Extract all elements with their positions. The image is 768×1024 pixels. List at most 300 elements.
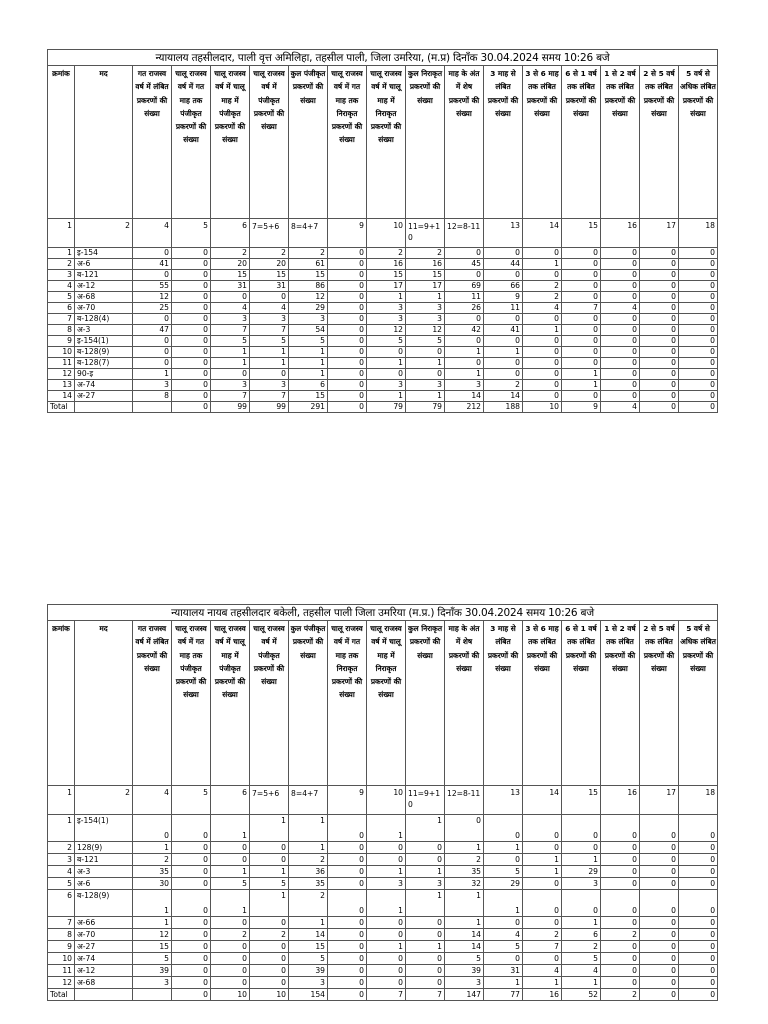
table-cell: 0 — [445, 314, 484, 325]
table-cell: 0 — [133, 358, 172, 369]
table-cell: 0 — [328, 281, 367, 292]
table-cell: 2 — [250, 248, 289, 259]
column-header: गत राजस्व वर्ष में लंबित प्रकरणों की संख्या — [133, 621, 172, 786]
item-code: ब-128(4) — [75, 314, 133, 325]
column-header: चालू राजस्व वर्ष में चालू माह में पंजीकृत प्रकरणों की संख्या — [211, 66, 250, 219]
item-code: अ-68 — [75, 292, 133, 303]
table-cell: 1 — [406, 890, 445, 917]
table-cell: 0 — [679, 842, 718, 854]
table-cell: 0 — [445, 248, 484, 259]
table-cell: 0 — [523, 953, 562, 965]
table-cell: 5 — [133, 953, 172, 965]
total-cell: 7 — [367, 989, 406, 1001]
table-cell: 12 — [48, 977, 75, 989]
table-cell: 3 — [133, 977, 172, 989]
table-cell: 0 — [172, 890, 211, 917]
table-cell: 0 — [679, 815, 718, 842]
table-cell: 10 — [48, 953, 75, 965]
total-cell: 16 — [523, 989, 562, 1001]
item-code: अ-12 — [75, 281, 133, 292]
table-cell: 0 — [406, 854, 445, 866]
table-cell: 0 — [406, 953, 445, 965]
table-cell: 0 — [250, 854, 289, 866]
table-cell: 0 — [172, 842, 211, 854]
table-cell: 0 — [523, 248, 562, 259]
table-cell: 0 — [601, 325, 640, 336]
total-cell: 0 — [640, 989, 679, 1001]
column-header: 6 से 1 वर्ष तक लंबित प्रकरणों की संख्या — [562, 621, 601, 786]
table-cell: 0 — [172, 815, 211, 842]
column-header: क्रमांक — [48, 66, 75, 219]
column-header: चालू राजस्व वर्ष में गत माह तक पंजीकृत प्रकरणों की संख्या — [172, 66, 211, 219]
table-cell: 0 — [640, 358, 679, 369]
table-cell: 0 — [172, 369, 211, 380]
table-cell: 1 — [48, 815, 75, 842]
table-cell: 0 — [601, 259, 640, 270]
column-header: 1 से 2 वर्ष तक लंबित प्रकरणों की संख्या — [601, 621, 640, 786]
table-cell: 0 — [640, 854, 679, 866]
total-row — [48, 989, 718, 1001]
table-cell: 0 — [523, 347, 562, 358]
column-number: 2 — [75, 786, 133, 815]
table-row — [48, 325, 718, 336]
table-cell: 1 — [133, 917, 172, 929]
table-cell: 4 — [48, 281, 75, 292]
table-cell: 2 — [48, 842, 75, 854]
table-cell: 14 — [445, 929, 484, 941]
table-cell: 0 — [601, 842, 640, 854]
table-cell: 0 — [562, 358, 601, 369]
table-row — [48, 890, 718, 917]
column-header: 5 वर्ष से अधिक लंबित प्रकरणों की संख्या — [679, 621, 718, 786]
table-cell: 0 — [679, 347, 718, 358]
table-cell: 0 — [328, 358, 367, 369]
table-cell: 1 — [445, 890, 484, 917]
table-cell: 1 — [367, 866, 406, 878]
table-cell: 0 — [328, 815, 367, 842]
column-number: 1 — [48, 219, 75, 248]
table-cell: 0 — [172, 358, 211, 369]
table-cell: 0 — [640, 347, 679, 358]
table-cell: 14 — [445, 391, 484, 402]
table-cell: 12 — [289, 292, 328, 303]
table-cell: 1 — [523, 259, 562, 270]
table-row — [48, 917, 718, 929]
table-cell: 45 — [445, 259, 484, 270]
table-cell: 0 — [601, 391, 640, 402]
table-row — [48, 369, 718, 380]
table-cell: 0 — [640, 248, 679, 259]
table-row — [48, 878, 718, 890]
column-header: 5 वर्ष से अधिक लंबित प्रकरणों की संख्या — [679, 66, 718, 219]
item-code: अ-74 — [75, 380, 133, 391]
table-cell: 0 — [601, 941, 640, 953]
total-cell: 7 — [406, 989, 445, 1001]
table-cell: 4 — [48, 866, 75, 878]
total-cell: 52 — [562, 989, 601, 1001]
total-cell: 9 — [562, 402, 601, 413]
table-cell: 1 — [484, 890, 523, 917]
table-cell: 3 — [562, 878, 601, 890]
table-row — [48, 303, 718, 314]
table-cell: 0 — [679, 325, 718, 336]
table-cell: 14 — [289, 929, 328, 941]
column-header: 3 से 6 माह तक लंबित प्रकरणों की संख्या — [523, 66, 562, 219]
table-cell: 5 — [250, 336, 289, 347]
table-cell: 9 — [48, 336, 75, 347]
table-cell: 0 — [601, 878, 640, 890]
table-cell: 1 — [289, 358, 328, 369]
table-cell: 2 — [523, 929, 562, 941]
table-cell: 3 — [406, 380, 445, 391]
table-cell: 15 — [289, 270, 328, 281]
column-header: चालू राजस्व वर्ष में पंजीकृत प्रकरणों की संख्या — [250, 621, 289, 786]
item-code: अ-3 — [75, 325, 133, 336]
table-cell: 17 — [367, 281, 406, 292]
table-cell: 0 — [250, 977, 289, 989]
table-cell: 0 — [367, 347, 406, 358]
table-cell: 7 — [523, 941, 562, 953]
table-cell: 1 — [523, 325, 562, 336]
table-cell: 0 — [679, 380, 718, 391]
table-cell: 1 — [289, 347, 328, 358]
table-cell: 0 — [328, 347, 367, 358]
table-cell: 3 — [367, 314, 406, 325]
table-cell: 0 — [523, 270, 562, 281]
table-cell: 29 — [484, 878, 523, 890]
table-cell: 5 — [367, 336, 406, 347]
table-cell: 0 — [328, 380, 367, 391]
table-cell: 0 — [640, 259, 679, 270]
column-header: चालू राजस्व वर्ष में चालू माह में निराकृत प्रकरणों की संख्या — [367, 66, 406, 219]
table-cell: 31 — [484, 965, 523, 977]
table-cell: 0 — [640, 842, 679, 854]
table-cell: 55 — [133, 281, 172, 292]
total-cell: 147 — [445, 989, 484, 1001]
table-cell: 6 — [289, 380, 328, 391]
total-cell: 77 — [484, 989, 523, 1001]
table-cell: 1 — [133, 842, 172, 854]
column-number: 12=8-11 — [445, 786, 484, 815]
table-cell: 0 — [328, 369, 367, 380]
table-cell: 0 — [367, 953, 406, 965]
table-cell: 3 — [367, 303, 406, 314]
table-cell: 4 — [250, 303, 289, 314]
column-number: 7=5+6 — [250, 219, 289, 248]
table-cell: 35 — [133, 866, 172, 878]
table-cell: 0 — [250, 917, 289, 929]
table-cell: 29 — [289, 303, 328, 314]
table-cell: 7 — [250, 391, 289, 402]
table-cell: 0 — [601, 248, 640, 259]
table-cell: 0 — [679, 314, 718, 325]
table-cell: 1 — [211, 890, 250, 917]
total-cell: 0 — [328, 989, 367, 1001]
table-cell: 0 — [172, 347, 211, 358]
item-code: अ-6 — [75, 259, 133, 270]
table-cell: 12 — [48, 369, 75, 380]
total-cell: 0 — [328, 402, 367, 413]
table-cell: 0 — [484, 248, 523, 259]
table-cell: 3 — [406, 314, 445, 325]
column-number: 17 — [640, 219, 679, 248]
table-cell: 0 — [406, 977, 445, 989]
table-cell: 0 — [172, 336, 211, 347]
table-cell: 0 — [133, 314, 172, 325]
table-cell: 0 — [679, 917, 718, 929]
table-cell: 0 — [484, 953, 523, 965]
table-cell: 4 — [562, 965, 601, 977]
table-cell: 0 — [640, 325, 679, 336]
table-cell: 2 — [523, 281, 562, 292]
table-cell: 0 — [640, 977, 679, 989]
table-cell: 5 — [484, 941, 523, 953]
column-header: 1 से 2 वर्ष तक लंबित प्रकरणों की संख्या — [601, 66, 640, 219]
table-cell: 0 — [211, 977, 250, 989]
table-cell: 0 — [640, 878, 679, 890]
table-cell: 0 — [328, 965, 367, 977]
table-cell: 7 — [211, 325, 250, 336]
table-cell: 0 — [523, 314, 562, 325]
table-cell: 6 — [562, 929, 601, 941]
item-code: इ-154(1) — [75, 815, 133, 842]
item-code: ब-121 — [75, 270, 133, 281]
table-cell: 0 — [562, 890, 601, 917]
table-cell: 0 — [562, 391, 601, 402]
table-cell: 26 — [445, 303, 484, 314]
item-code: 90-इ — [75, 369, 133, 380]
table-cell: 1 — [406, 941, 445, 953]
table-cell: 0 — [328, 842, 367, 854]
register-table-amiliha — [47, 49, 718, 413]
total-label: Total — [48, 989, 75, 1001]
table-cell: 7 — [250, 325, 289, 336]
table-cell: 2 — [406, 248, 445, 259]
column-header: 6 से 1 वर्ष तक लंबित प्रकरणों की संख्या — [562, 66, 601, 219]
table-cell: 0 — [250, 842, 289, 854]
table-cell: 0 — [328, 878, 367, 890]
table-cell: 11 — [484, 303, 523, 314]
column-number: 15 — [562, 786, 601, 815]
table-cell: 0 — [679, 369, 718, 380]
table-cell: 0 — [679, 248, 718, 259]
table-cell: 0 — [601, 917, 640, 929]
table-cell: 0 — [601, 977, 640, 989]
item-code: ब-121 — [75, 854, 133, 866]
table-cell: 0 — [523, 815, 562, 842]
table-cell: 0 — [679, 977, 718, 989]
table-cell: 0 — [679, 303, 718, 314]
total-cell: 10 — [250, 989, 289, 1001]
table-cell: 1 — [250, 358, 289, 369]
table-cell: 0 — [172, 391, 211, 402]
table-cell: 42 — [445, 325, 484, 336]
item-code: अ-70 — [75, 303, 133, 314]
table-cell: 11 — [48, 965, 75, 977]
table-cell: 35 — [445, 866, 484, 878]
item-code: इ-154(1) — [75, 336, 133, 347]
table-cell: 0 — [640, 890, 679, 917]
table-cell: 3 — [367, 380, 406, 391]
table-cell: 0 — [172, 325, 211, 336]
table-cell: 0 — [679, 336, 718, 347]
table-title: न्यायालय नायब तहसीलदार बकेली, तहसील पाली जिला उमरिया (म.प्र.) दिनाँक 30.04.2024 समय 10:26 बजे — [48, 605, 718, 621]
table-cell: 2 — [601, 929, 640, 941]
column-number: 13 — [484, 786, 523, 815]
table-cell: 1 — [484, 977, 523, 989]
table-cell: 1 — [406, 815, 445, 842]
table-cell: 3 — [445, 977, 484, 989]
table-cell: 0 — [640, 292, 679, 303]
column-number: 1 — [48, 786, 75, 815]
table-cell: 25 — [133, 303, 172, 314]
table-cell: 0 — [562, 281, 601, 292]
table-cell: 0 — [640, 281, 679, 292]
table-cell: 31 — [250, 281, 289, 292]
table-cell: 5 — [250, 878, 289, 890]
table-cell: 0 — [328, 941, 367, 953]
table-cell: 1 — [562, 854, 601, 866]
table-cell: 2 — [289, 854, 328, 866]
table-cell: 0 — [601, 965, 640, 977]
column-number: 4 — [133, 219, 172, 248]
table-cell: 2 — [484, 380, 523, 391]
table-cell: 0 — [601, 347, 640, 358]
table-cell: 0 — [328, 259, 367, 270]
table-cell: 20 — [211, 259, 250, 270]
total-cell: 0 — [679, 402, 718, 413]
table-cell: 0 — [133, 336, 172, 347]
table-cell: 0 — [406, 917, 445, 929]
table-cell: 0 — [679, 292, 718, 303]
table-cell: 5 — [211, 336, 250, 347]
total-cell: 79 — [367, 402, 406, 413]
table-cell: 0 — [445, 270, 484, 281]
table-cell: 1 — [133, 890, 172, 917]
table-cell: 15 — [289, 391, 328, 402]
total-cell: 99 — [211, 402, 250, 413]
table-cell: 0 — [367, 854, 406, 866]
table-cell: 0 — [679, 854, 718, 866]
column-number: 2 — [75, 219, 133, 248]
table-row — [48, 336, 718, 347]
table-cell: 0 — [250, 941, 289, 953]
column-number: 15 — [562, 219, 601, 248]
item-code: अ-74 — [75, 953, 133, 965]
table-cell: 0 — [172, 917, 211, 929]
column-header: चालू राजस्व वर्ष में चालू माह में पंजीकृत प्रकरणों की संख्या — [211, 621, 250, 786]
table-cell: 0 — [328, 977, 367, 989]
table-cell: 3 — [48, 270, 75, 281]
total-cell — [75, 402, 133, 413]
table-cell: 7 — [48, 917, 75, 929]
table-cell: 0 — [523, 878, 562, 890]
table-cell: 1 — [211, 866, 250, 878]
table-cell: 5 — [445, 953, 484, 965]
item-code: अ-3 — [75, 866, 133, 878]
table-cell: 9 — [48, 941, 75, 953]
table-row — [48, 292, 718, 303]
table-cell: 2 — [133, 854, 172, 866]
table-cell: 0 — [328, 303, 367, 314]
table-cell: 0 — [523, 917, 562, 929]
total-cell: 2 — [601, 989, 640, 1001]
table-cell: 6 — [48, 303, 75, 314]
table-cell: 0 — [211, 854, 250, 866]
table-cell: 41 — [133, 259, 172, 270]
column-number: 6 — [211, 219, 250, 248]
table-cell: 1 — [562, 917, 601, 929]
table-cell: 0 — [640, 815, 679, 842]
table-cell: 11 — [445, 292, 484, 303]
table-cell: 86 — [289, 281, 328, 292]
table-cell: 5 — [289, 336, 328, 347]
table-cell: 1 — [562, 369, 601, 380]
table-cell: 0 — [679, 358, 718, 369]
table-cell: 1 — [367, 391, 406, 402]
column-header: क्रमांक — [48, 621, 75, 786]
table-cell: 4 — [211, 303, 250, 314]
table-cell: 66 — [484, 281, 523, 292]
table-cell: 0 — [523, 391, 562, 402]
table-cell: 1 — [484, 347, 523, 358]
table-cell: 0 — [484, 917, 523, 929]
table-cell: 0 — [523, 358, 562, 369]
table-cell: 15 — [367, 270, 406, 281]
column-number: 16 — [601, 219, 640, 248]
table-cell: 1 — [133, 369, 172, 380]
table-cell: 0 — [406, 965, 445, 977]
table-cell: 0 — [640, 953, 679, 965]
table-cell: 1 — [250, 347, 289, 358]
table-cell: 1 — [523, 866, 562, 878]
table-cell: 1 — [367, 292, 406, 303]
total-cell: 10 — [523, 402, 562, 413]
table-cell: 0 — [601, 292, 640, 303]
item-code: ब-128(7) — [75, 358, 133, 369]
table-cell: 0 — [562, 270, 601, 281]
table-cell: 0 — [601, 369, 640, 380]
item-code: अ-70 — [75, 929, 133, 941]
column-header: कुल पंजीकृत प्रकरणों की संख्या — [289, 621, 328, 786]
table-cell: 31 — [211, 281, 250, 292]
total-cell: 0 — [172, 402, 211, 413]
table-cell: 2 — [211, 929, 250, 941]
column-number: 18 — [679, 786, 718, 815]
column-header: चालू राजस्व वर्ष में गत माह तक निराकृत प्रकरणों की संख्या — [328, 621, 367, 786]
total-label: Total — [48, 402, 75, 413]
column-header: चालू राजस्व वर्ष में चालू माह में निराकृत प्रकरणों की संख्या — [367, 621, 406, 786]
table-cell: 0 — [172, 953, 211, 965]
table-cell: 0 — [640, 866, 679, 878]
table-cell: 0 — [445, 815, 484, 842]
table-cell: 2 — [367, 248, 406, 259]
table-cell: 0 — [679, 281, 718, 292]
table-cell: 0 — [211, 292, 250, 303]
table-cell: 0 — [640, 303, 679, 314]
column-number: 9 — [328, 786, 367, 815]
table-cell: 2 — [445, 854, 484, 866]
table-cell: 0 — [679, 941, 718, 953]
table-cell: 1 — [562, 977, 601, 989]
total-cell: 10 — [211, 989, 250, 1001]
table-cell: 0 — [211, 842, 250, 854]
table-cell: 0 — [640, 917, 679, 929]
table-cell: 0 — [172, 866, 211, 878]
table-row — [48, 347, 718, 358]
table-cell: 0 — [172, 380, 211, 391]
table-row — [48, 842, 718, 854]
